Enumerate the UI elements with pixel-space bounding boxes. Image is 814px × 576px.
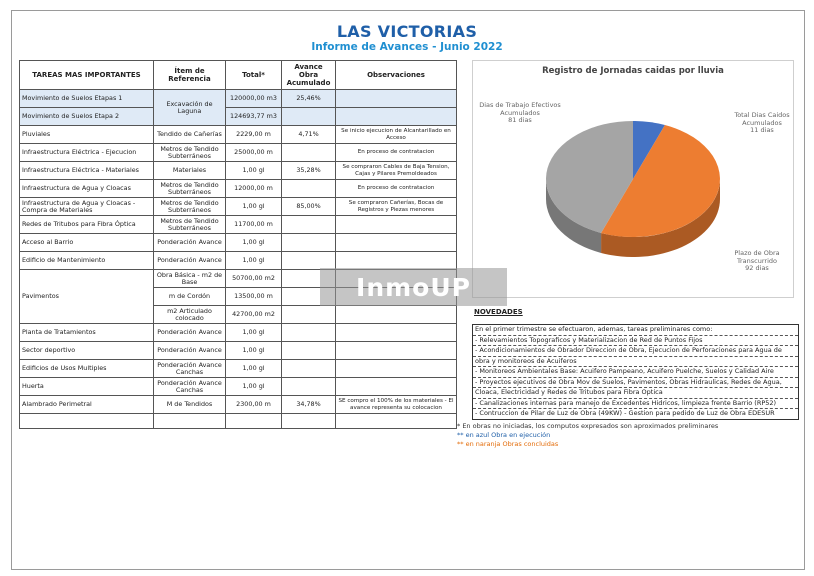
- empty-cell: [336, 414, 457, 429]
- table-row: [20, 180, 457, 198]
- header-observaciones: Observaciones: [336, 61, 457, 90]
- tasks-table: [19, 60, 457, 429]
- note-en-ejecucion: ** en azul Obra en ejecución: [457, 431, 551, 439]
- task-cell: Edificio de Mantenimiento: [20, 252, 154, 270]
- novedades-box: [472, 324, 799, 420]
- chart-title: Registro de Jornadas caidas por lluvia: [542, 66, 724, 76]
- item-cell: Metros de Tendido Subterráneos: [154, 216, 226, 234]
- avance-cell: [282, 360, 336, 378]
- total-cell: 2300,00 m: [226, 396, 282, 414]
- task-cell: Pavimentos: [20, 270, 154, 324]
- table-row: [20, 342, 457, 360]
- slice-label-text: Plazo de Obra Transcurrido: [734, 249, 780, 265]
- item-cell: Excavación de Laguna: [154, 90, 226, 126]
- total-cell: 42700,00 m2: [226, 306, 282, 324]
- table-row: [20, 324, 457, 342]
- total-cell: 120000,00 m3: [226, 90, 282, 108]
- total-cell: 50700,00 m2: [226, 270, 282, 288]
- task-cell: Acceso al Barrio: [20, 234, 154, 252]
- novedades-line: En el primer trimestre se efectuaron, ademas, tareas preliminares como:: [473, 325, 798, 336]
- avance-cell: 35,28%: [282, 162, 336, 180]
- watermark-logo: InmoUP: [320, 268, 507, 306]
- note-preliminares: * En obras no iniciadas, los computos expresados son aproximados preliminares: [457, 422, 719, 430]
- avance-cell: [282, 216, 336, 234]
- table-header-row: [20, 61, 457, 90]
- item-cell: Ponderación Avance: [154, 342, 226, 360]
- obs-cell: En proceso de contratacion: [336, 180, 457, 198]
- empty-cell: [20, 414, 154, 429]
- header-total: Total*: [226, 61, 282, 90]
- empty-cell: [226, 414, 282, 429]
- novedades-line: - Proyectos ejecutivos de Obra Mov de Suelos, Pavimentos, Obras Hidraulicas, Redes de Agua,: [473, 378, 798, 389]
- table-row: [20, 234, 457, 252]
- item-cell: Materiales: [154, 162, 226, 180]
- total-cell: 1,00 gl: [226, 324, 282, 342]
- avance-cell: [282, 252, 336, 270]
- label-plazo-obra: [727, 250, 787, 273]
- rain-days-chart: [472, 60, 794, 298]
- item-cell: Ponderación Avance: [154, 324, 226, 342]
- novedades-title: NOVEDADES: [474, 308, 523, 316]
- avance-cell: [282, 306, 336, 324]
- item-cell: Metros de Tendido Subterráneos: [154, 144, 226, 162]
- table-row: [20, 360, 457, 378]
- item-cell: Ponderación Avance: [154, 234, 226, 252]
- table-row: [20, 126, 457, 144]
- obs-cell: [336, 360, 457, 378]
- total-cell: 1,00 gl: [226, 198, 282, 216]
- novedades-line: - Monitoreos Ambientales Base: Acuifero Pampeano, Acuifero Puelche, Suelos y Calidad Aire: [473, 367, 798, 378]
- item-cell: Ponderación Avance: [154, 252, 226, 270]
- task-cell: Infraestructura de Agua y Cloacas - Compra de Materiales: [20, 198, 154, 216]
- header-tareas: TAREAS MAS IMPORTANTES: [20, 61, 154, 90]
- task-cell: Sector deportivo: [20, 342, 154, 360]
- obs-cell: [336, 378, 457, 396]
- header-item: Ítem de Referencia: [154, 61, 226, 90]
- total-cell: 13500,00 m: [226, 288, 282, 306]
- task-cell: Infraestructura de Agua y Cloacas: [20, 180, 154, 198]
- item-cell: m2 Articulado colocado: [154, 306, 226, 324]
- novedades-line: obra y monitoreos de Acuiferos: [473, 357, 798, 368]
- avance-cell: 4,71%: [282, 126, 336, 144]
- task-cell: Planta de Tratamientos: [20, 324, 154, 342]
- slice-label-value: 92 dias: [745, 264, 769, 272]
- novedades-line: - Relevamientos Topograficos y Materializacion de Red de Puntos Fijos: [473, 336, 798, 347]
- task-cell: Infraestructura Eléctrica - Materiales: [20, 162, 154, 180]
- avance-cell: [282, 180, 336, 198]
- obs-cell: [336, 306, 457, 324]
- obs-cell: [336, 324, 457, 342]
- obs-cell: [336, 252, 457, 270]
- item-cell: m de Cordón: [154, 288, 226, 306]
- avance-cell: [282, 378, 336, 396]
- table-row: [20, 162, 457, 180]
- novedades-line: - Acondicionamientos de Obrador Direccion de Obra, Ejecucion de Perforaciones para Agua de: [473, 346, 798, 357]
- slice-label-text: Dias de Trabajo Efectivos Acumulados: [479, 101, 561, 117]
- item-cell: Metros de Tendido Subterráneos: [154, 198, 226, 216]
- total-cell: 1,00 gl: [226, 252, 282, 270]
- obs-cell: [336, 108, 457, 126]
- table-row: [20, 396, 457, 414]
- obs-cell: [336, 342, 457, 360]
- obs-cell: [336, 234, 457, 252]
- task-cell: Movimiento de Suelos Etapa 2: [20, 108, 154, 126]
- obs-cell: Se compraron Cañerías, Bocas de Registros y Piezas menores: [336, 198, 457, 216]
- total-cell: 1,00 gl: [226, 378, 282, 396]
- novedades-line: - Contruccion de Pilar de Luz de Obra (49KW) - Gestion para pedido de Luz de Obra EDESUR: [475, 409, 775, 417]
- total-cell: 25000,00 m: [226, 144, 282, 162]
- total-cell: 2229,00 m: [226, 126, 282, 144]
- task-cell: Alambrado Perimetral: [20, 396, 154, 414]
- avance-cell: [282, 324, 336, 342]
- table-row: [20, 252, 457, 270]
- item-cell: Obra Básica - m2 de Base: [154, 270, 226, 288]
- avance-cell: [282, 144, 336, 162]
- header-avance: Avance Obra Acumulado: [282, 61, 336, 90]
- report-title: LAS VICTORIAS: [336, 22, 478, 41]
- table-row: [20, 90, 457, 108]
- table-row: [20, 198, 457, 216]
- obs-cell: Se inicio ejecucion de Alcantarillado en Acceso: [336, 126, 457, 144]
- table-row: [20, 378, 457, 396]
- task-cell: Redes de Tritubos para Fibra Óptica: [20, 216, 154, 234]
- note-concluidas: ** en naranja Obras concluidas: [457, 440, 559, 448]
- novedades-line: Cloaca, Electricidad y Redes de Tritubos para Fibra Optica: [473, 388, 798, 399]
- obs-cell: [336, 90, 457, 108]
- task-cell: Pluviales: [20, 126, 154, 144]
- task-cell: Infraestructura Eléctrica - Ejecucion: [20, 144, 154, 162]
- table-row: [20, 144, 457, 162]
- avance-cell: 25,46%: [282, 90, 336, 108]
- task-cell: Edificios de Usos Multiples: [20, 360, 154, 378]
- obs-cell: [336, 216, 457, 234]
- total-cell: 1,00 gl: [226, 342, 282, 360]
- label-dias-trabajo: [479, 102, 561, 125]
- total-cell: 11700,00 m: [226, 216, 282, 234]
- item-cell: Metros de Tendido Subterráneos: [154, 180, 226, 198]
- avance-cell: [282, 108, 336, 126]
- table-row: [20, 108, 457, 126]
- total-cell: 1,00 gl: [226, 162, 282, 180]
- item-cell: M de Tendidos: [154, 396, 226, 414]
- total-cell: 1,00 gl: [226, 234, 282, 252]
- slice-label-value: 81 dias: [508, 116, 532, 124]
- task-cell: Movimiento de Suelos Etapas 1: [20, 90, 154, 108]
- empty-cell: [282, 414, 336, 429]
- total-cell: 12000,00 m: [226, 180, 282, 198]
- slice-label-text: Total Dias Caidos Acumulados: [734, 111, 790, 127]
- avance-cell: 34,78%: [282, 396, 336, 414]
- obs-cell: SE compro el 100% de los materiales - El avance representa su colocacion: [336, 396, 457, 414]
- obs-cell: Se compraron Cables de Baja Tension, Cajas y Pilares Premoldeados: [336, 162, 457, 180]
- empty-cell: [154, 414, 226, 429]
- slice-label-value: 11 dias: [750, 126, 774, 134]
- item-cell: Ponderación Avance Canchas: [154, 360, 226, 378]
- avance-cell: 85,00%: [282, 198, 336, 216]
- label-dias-caidos: [729, 112, 795, 135]
- item-cell: Tendido de Cañerías: [154, 126, 226, 144]
- table-row: [20, 216, 457, 234]
- total-cell: 1,00 gl: [226, 360, 282, 378]
- obs-cell: En proceso de contratacion: [336, 144, 457, 162]
- total-cell: 124693,77 m3: [226, 108, 282, 126]
- footnotes: [457, 422, 718, 449]
- report-subtitle: Informe de Avances - Junio 2022: [311, 41, 503, 53]
- avance-cell: [282, 342, 336, 360]
- task-cell: Huerta: [20, 378, 154, 396]
- table-row-empty: [20, 414, 457, 429]
- novedades-line: - Canalizaciones internas para manejo de Excedentes Hidricos, limpieza frente Barrio (RP52): [473, 399, 798, 410]
- avance-cell: [282, 234, 336, 252]
- item-cell: Ponderación Avance Canchas: [154, 378, 226, 396]
